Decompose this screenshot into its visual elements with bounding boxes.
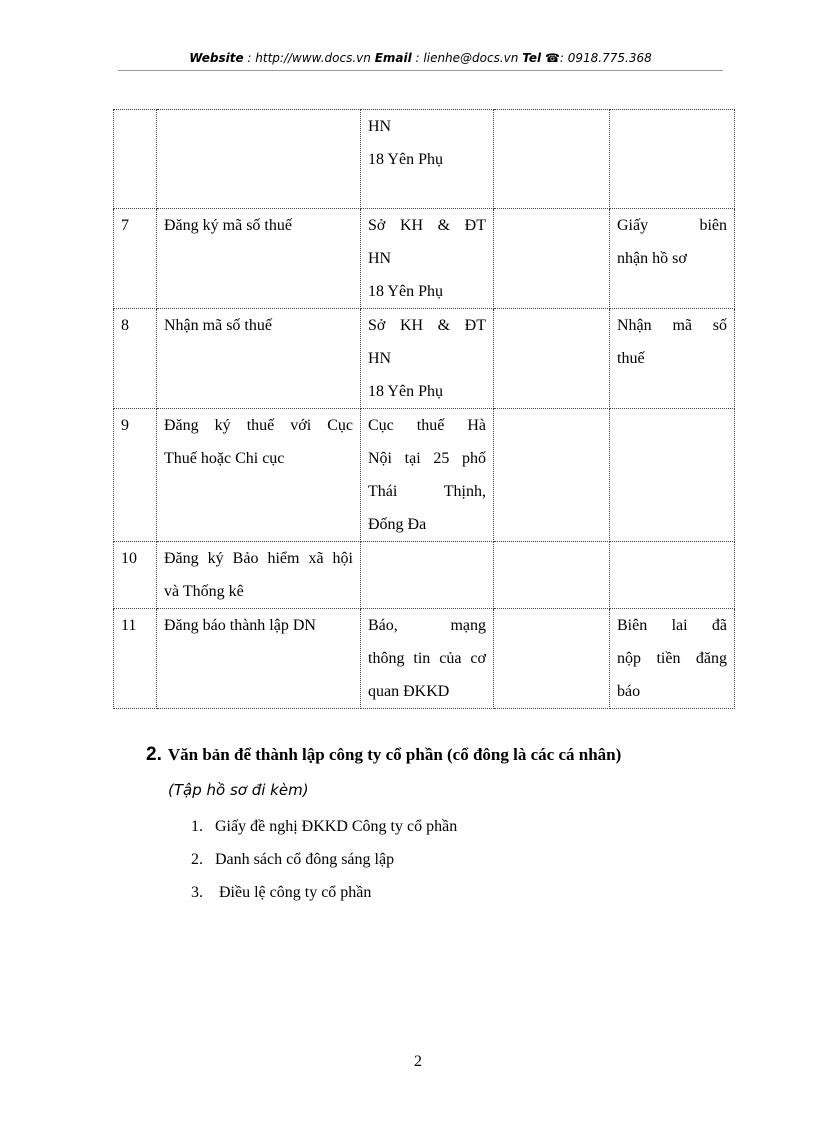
result-cell [610, 309, 735, 409]
task-cell [157, 542, 361, 609]
place-cell [361, 409, 494, 542]
cell-text: 18 Yên Phụ [368, 383, 443, 400]
website-label: Website [189, 51, 244, 65]
cell-text: nhận hồ sơ [617, 250, 687, 267]
cell-text: Thái Thịnh, [368, 483, 486, 500]
cell-text: Đống Đa [368, 516, 427, 533]
cell-text: Giấy biên [617, 217, 727, 234]
task-cell [157, 409, 361, 542]
email-value[interactable]: : lienhe@docs.vn [415, 51, 519, 65]
cell-text: HN [368, 118, 392, 135]
row-number-cell [114, 309, 157, 409]
tel-label: Tel [522, 51, 542, 65]
place-cell [361, 609, 494, 709]
cell-text: Đăng ký Bảo hiểm xã hội [164, 550, 353, 567]
row-number-cell [114, 542, 157, 609]
place-cell [361, 209, 494, 309]
result-cell [610, 609, 735, 709]
document-list [191, 815, 457, 914]
cell-text: và Thống kê [164, 583, 244, 600]
cell-text: 18 Yên Phụ [368, 283, 443, 300]
cell-text: Báo, mạng [368, 617, 486, 634]
cell-text: Sở KH & ĐT [368, 217, 486, 234]
result-cell [610, 110, 735, 209]
result-cell [610, 542, 735, 609]
cell-text: nộp tiền đăng [617, 650, 727, 667]
result-cell [610, 209, 735, 309]
place-cell [361, 110, 494, 209]
table-row [114, 110, 735, 209]
section-title-text: Văn bản để thành lập công ty cổ phần (cổ đông là các cá nhân) [167, 745, 622, 764]
cell-text: thông tin của cơ [368, 650, 486, 667]
website-value[interactable]: : http://www.docs.vn [247, 51, 371, 65]
cell-text: Biên lai đã [617, 617, 727, 634]
cell-text: Nhận mã số thuế [164, 317, 272, 334]
row-number-cell [114, 409, 157, 542]
time-cell [494, 609, 610, 709]
cell-text: báo [617, 683, 641, 700]
cell-text: 7 [121, 217, 129, 234]
cell-text: Đăng ký thuế với Cục [164, 417, 353, 434]
cell-text: Đăng ký mã số thuế [164, 217, 292, 234]
cell-text: Nội tại 25 phố [368, 450, 486, 467]
email-label: Email [374, 51, 412, 65]
tel-value: : 0918.775.368 [559, 51, 652, 65]
task-cell [157, 209, 361, 309]
procedure-table [113, 109, 735, 709]
task-cell [157, 110, 361, 209]
time-cell [494, 309, 610, 409]
cell-text: 18 Yên Phụ [368, 151, 443, 168]
cell-text: 10 [121, 550, 137, 567]
time-cell [494, 542, 610, 609]
phone-icon: ☎ [544, 51, 560, 65]
table-row [114, 542, 735, 609]
cell-text: HN [368, 350, 392, 367]
table-row [114, 309, 735, 409]
cell-text: thuế [617, 350, 645, 367]
row-number-cell [114, 609, 157, 709]
page-number: 2 [414, 1053, 422, 1070]
list-item: 2. Danh sách cổ đông sáng lập [191, 851, 395, 868]
attachment-note: (Tập hồ sơ đi kèm) [168, 781, 309, 799]
cell-text: Cục thuế Hà [368, 417, 486, 434]
list-item: 3. Điều lệ công ty cổ phần [191, 884, 372, 901]
row-number-cell [114, 209, 157, 309]
task-cell [157, 609, 361, 709]
time-cell [494, 110, 610, 209]
result-cell [610, 409, 735, 542]
cell-text: Nhận mã số [617, 317, 727, 334]
table-row [114, 409, 735, 542]
time-cell [494, 209, 610, 309]
place-cell [361, 309, 494, 409]
cell-text: Thuế hoặc Chi cục [164, 450, 285, 467]
row-number-cell [114, 110, 157, 209]
page-header [118, 51, 723, 65]
cell-text: quan ĐKKD [368, 683, 450, 700]
cell-text: HN [368, 250, 392, 267]
header-divider [118, 70, 723, 71]
time-cell [494, 409, 610, 542]
cell-text: Sở KH & ĐT [368, 317, 486, 334]
list-item: 1. Giấy đề nghị ĐKKD Công ty cổ phần [191, 818, 458, 835]
section-heading [146, 744, 621, 766]
table-row [114, 609, 735, 709]
cell-text: 8 [121, 317, 129, 334]
section-number: 2. [146, 744, 162, 765]
cell-text: Đăng báo thành lập DN [164, 617, 316, 634]
cell-text: 9 [121, 417, 129, 434]
table-row [114, 209, 735, 309]
task-cell [157, 309, 361, 409]
cell-text: 11 [121, 617, 137, 634]
place-cell [361, 542, 494, 609]
